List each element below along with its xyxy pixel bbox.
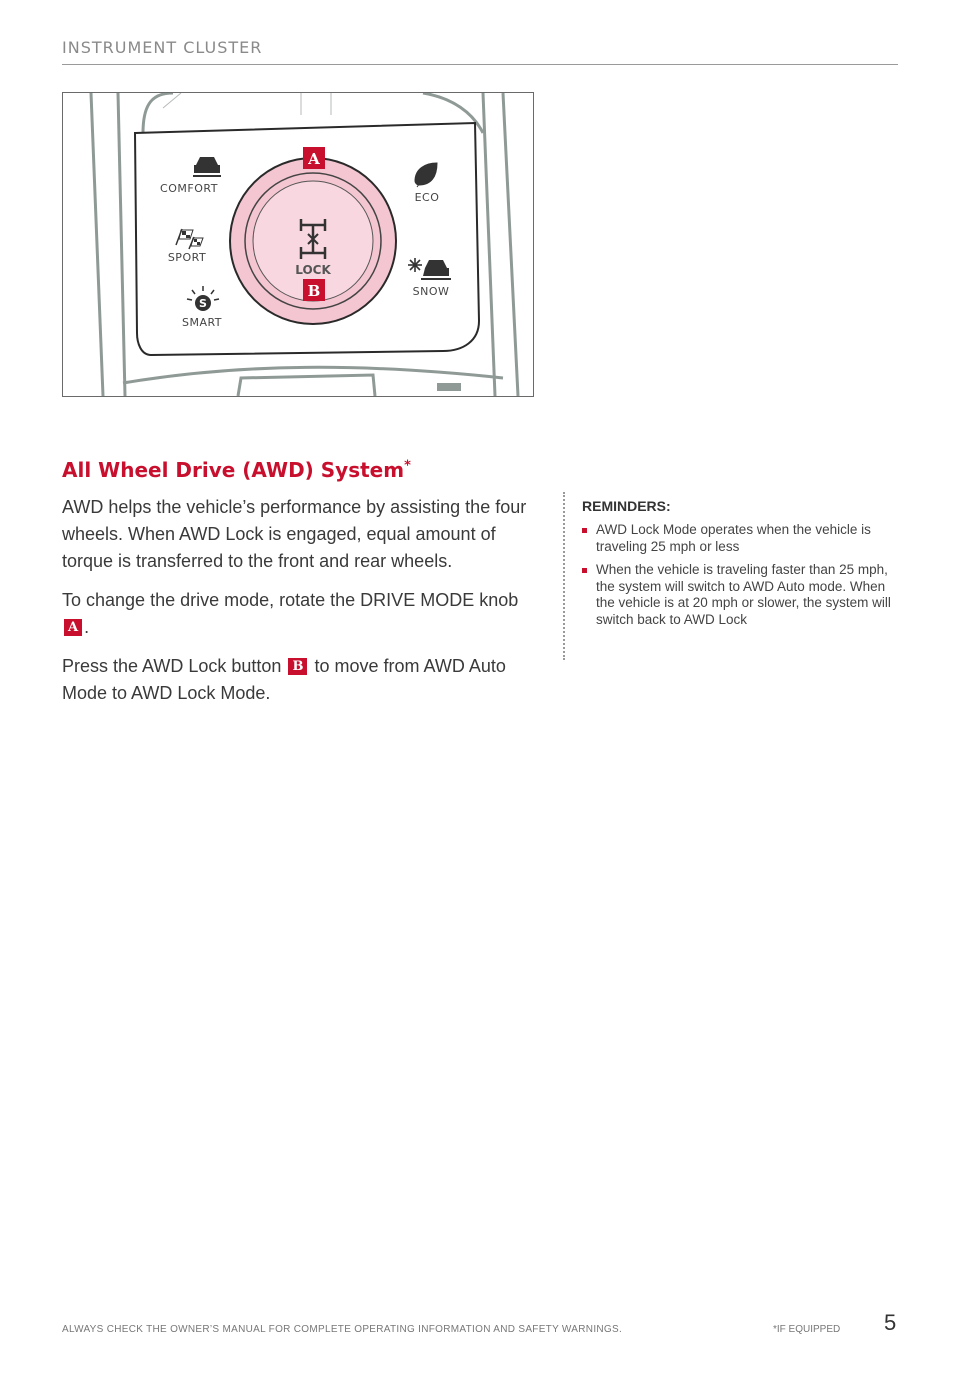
page-number: 5	[884, 1310, 897, 1335]
body-text	[62, 494, 537, 719]
inline-callout-b: B	[288, 658, 307, 675]
footer-disclaimer: ALWAYS CHECK THE OWNER’S MANUAL FOR COMPLETE OPERATING INFORMATION AND SAFETY WARNINGS.	[62, 1324, 623, 1335]
section-title	[62, 458, 411, 482]
reminder-item: AWD Lock Mode operates when the vehicle is traveling 25 mph or less	[582, 522, 903, 555]
mode-label-comfort: COMFORT	[160, 182, 218, 195]
paragraph-awd-lock	[62, 653, 537, 707]
callout-b-letter: B	[307, 282, 321, 300]
drive-mode-figure	[62, 92, 534, 397]
mode-label-sport: SPORT	[167, 251, 207, 264]
drive-mode-illustration	[63, 93, 533, 396]
svg-text:S: S	[199, 297, 207, 310]
reminders-box	[563, 492, 903, 660]
header-divider	[62, 64, 898, 65]
reminders-title: REMINDERS:	[582, 498, 671, 514]
callout-a-letter: A	[308, 150, 320, 168]
mode-label-smart: SMART	[181, 316, 223, 329]
reminders-list	[582, 522, 903, 628]
mode-label-eco: ECO	[414, 191, 440, 204]
paragraph-drive-mode	[62, 587, 537, 641]
reminder-item: When the vehicle is traveling faster than 25 mph, the system will switch to AWD Auto mode. When the vehicle is at 20 mph or slower, the system will switch back to AWD Lock	[582, 562, 903, 628]
knob-lock-label: LOCK	[295, 263, 331, 277]
paragraph-awd-description: AWD helps the vehicle’s performance by assisting the four wheels. When AWD Lock is engaged, equal amount of torque is transferred to the front and rear wheels.	[62, 497, 527, 571]
mode-label-snow: SNOW	[412, 285, 450, 298]
inline-callout-a: A	[64, 619, 82, 636]
paragraph-drive-mode-end: .	[84, 617, 90, 637]
section-title-text: All Wheel Drive (AWD) System	[62, 458, 405, 482]
footer-if-equipped: *IF EQUIPPED	[773, 1324, 841, 1335]
paragraph-awd-lock-text: Press the AWD Lock button	[62, 656, 282, 676]
paragraph-drive-mode-text: To change the drive mode, rotate the DRIVE MODE knob	[62, 590, 519, 610]
paragraph-awd-lock-end: to move from AWD Auto Mode to AWD Lock Mode.	[62, 656, 506, 703]
section-header: INSTRUMENT CLUSTER	[62, 38, 263, 57]
section-title-asterisk: *	[404, 458, 411, 474]
